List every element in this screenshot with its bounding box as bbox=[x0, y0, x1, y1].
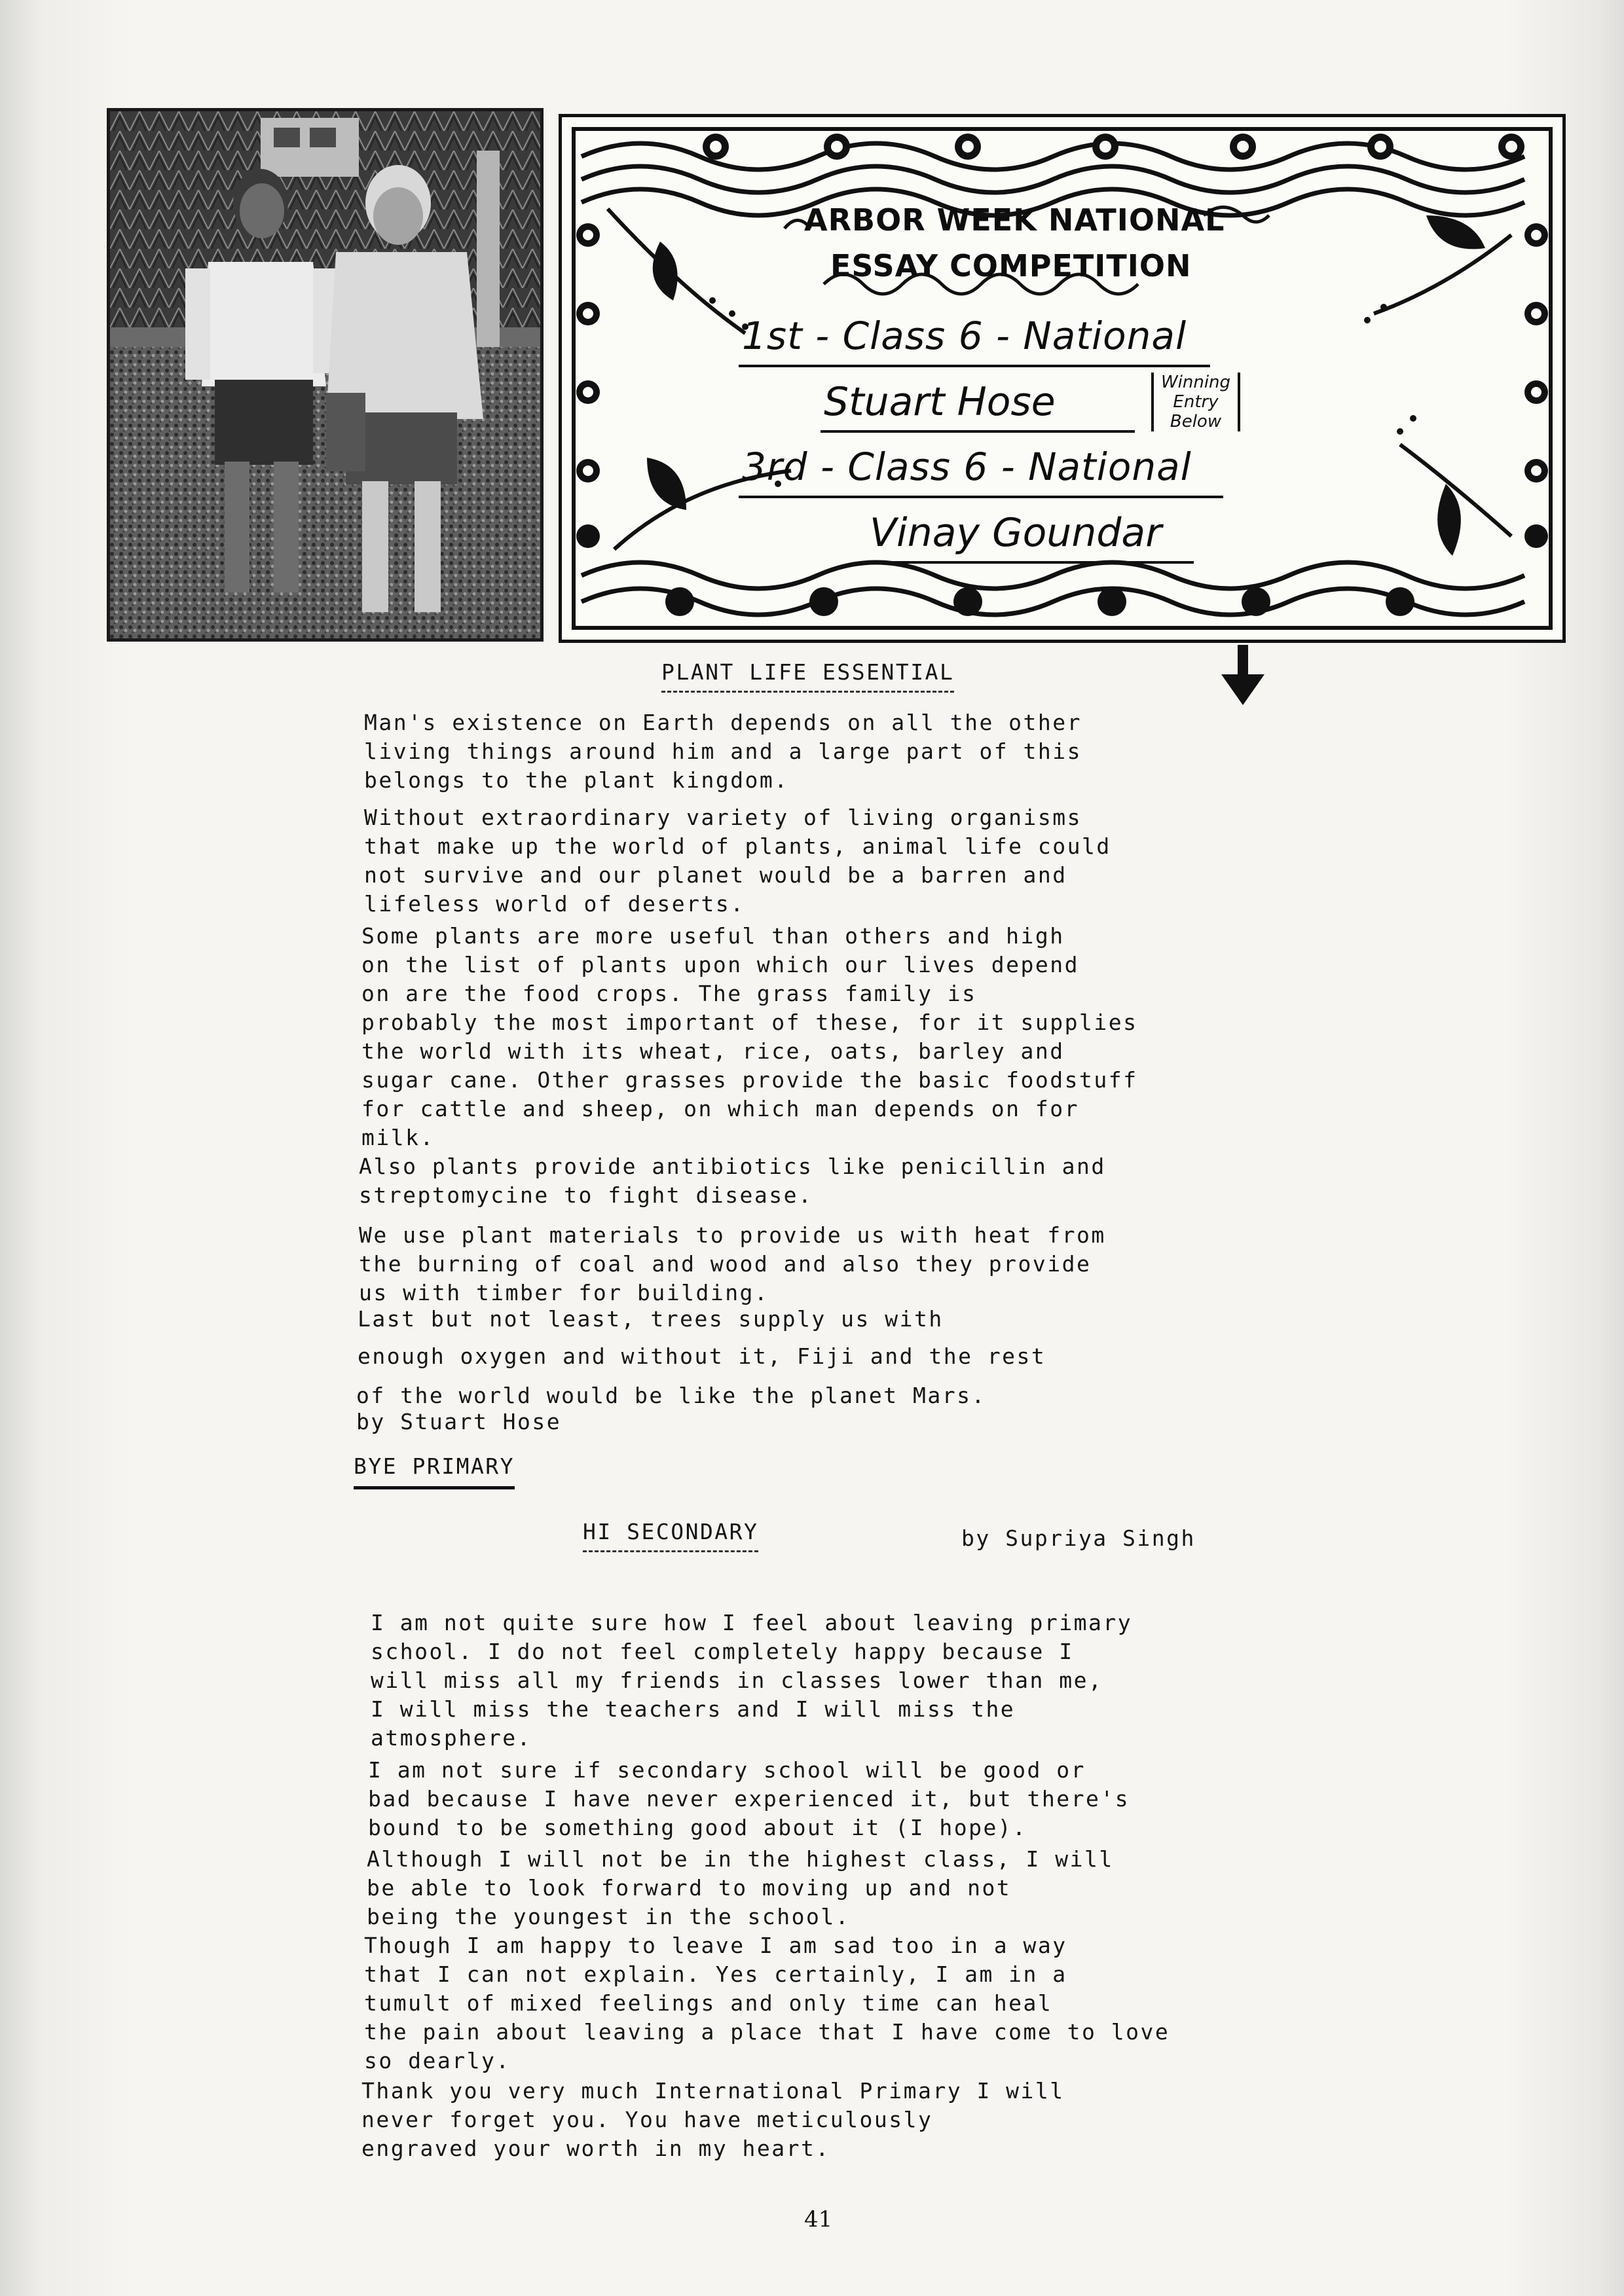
essay1-paragraph: enough oxygen and without it, Fiji and the rest bbox=[358, 1343, 1046, 1369]
essay1-byline: by Stuart Hose bbox=[356, 1409, 562, 1434]
students-photo bbox=[107, 108, 544, 642]
award2-underline bbox=[739, 496, 1223, 498]
essay2-paragraph: Thank you very much International Primary I will never forget you. You have meticulously engraved your worth in my heart. bbox=[361, 2078, 1065, 2161]
first-place-winner: Stuart Hose bbox=[824, 379, 1056, 425]
essay2-paragraph: I am not sure if secondary school will be good or bad because I have never experienced it, but there's bound to be something good about it (I hope). bbox=[368, 1757, 1130, 1840]
certificate-heading-line1: ARBOR WEEK NATIONAL bbox=[804, 202, 1225, 238]
essay1-paragraph: Without extraordinary variety of living organisms that make up the world of plants, animal life could not survive and our planet would be a barren and lifeless world of deserts. bbox=[364, 805, 1111, 917]
first-place-award: 1st - Class 6 - National bbox=[742, 314, 1187, 358]
award1-underline bbox=[739, 365, 1210, 367]
section-title: BYE PRIMARY bbox=[354, 1452, 515, 1489]
down-arrow-icon bbox=[1220, 645, 1266, 707]
certificate-heading-line2: ESSAY COMPETITION bbox=[830, 248, 1192, 283]
award-certificate bbox=[559, 114, 1566, 643]
third-place-award: 3rd - Class 6 - National bbox=[742, 445, 1192, 489]
essay1-paragraph: Last but not least, trees supply us with bbox=[358, 1306, 944, 1332]
essay2-paragraph: I am not quite sure how I feel about leaving primary school. I do not feel completely happy because I will miss all my friends in classes lower than me, I will miss the teachers and I will miss the atmosphere. bbox=[371, 1610, 1133, 1751]
essay2-paragraph: Although I will not be in the highest class, I will be able to look forward to moving up and not being the youngest in the school. bbox=[367, 1846, 1114, 1929]
winning-entry-note: Winning Entry Below bbox=[1151, 373, 1240, 431]
essay2-paragraph: Though I am happy to leave I am sad too in a way that I can not explain. Yes certainly, I am in a tumult of mixed feelings and only time can heal the pain about leaving a place that I have come to love so dearly. bbox=[364, 1933, 1170, 2073]
essay2-byline: by Supriya Singh bbox=[961, 1525, 1196, 1551]
essay1-paragraph: Some plants are more useful than others and high on the list of plants upon which our lives depend on are the food crops. The grass family is probably the most important of these, for it supplies the world with its wheat, rice, oats, barley and sugar cane. Other grasses provide the basic foodstuff for cattle and sheep, on which man depends on for milk. bbox=[361, 923, 1138, 1150]
third-place-winner: Vinay Goundar bbox=[870, 510, 1162, 556]
winner1-underline bbox=[821, 430, 1135, 433]
winner2-underline bbox=[866, 561, 1194, 564]
essay1-title: PLANT LIFE ESSENTIAL bbox=[661, 658, 954, 693]
essay1-paragraph: of the world would be like the planet Mars. bbox=[356, 1383, 986, 1408]
essay1-paragraph: We use plant materials to provide us with heat from the burning of coal and wood and also they provide us with timber for building. bbox=[359, 1222, 1106, 1305]
essay2-title: HI SECONDARY bbox=[583, 1518, 758, 1552]
essay1-paragraph: Also plants provide antibiotics like penicillin and streptomycine to fight disease. bbox=[359, 1154, 1106, 1208]
page-number: 41 bbox=[804, 2206, 833, 2232]
essay1-paragraph: Man's existence on Earth depends on all the other living things around him and a large part of this belongs to the plant kingdom. bbox=[364, 710, 1082, 793]
